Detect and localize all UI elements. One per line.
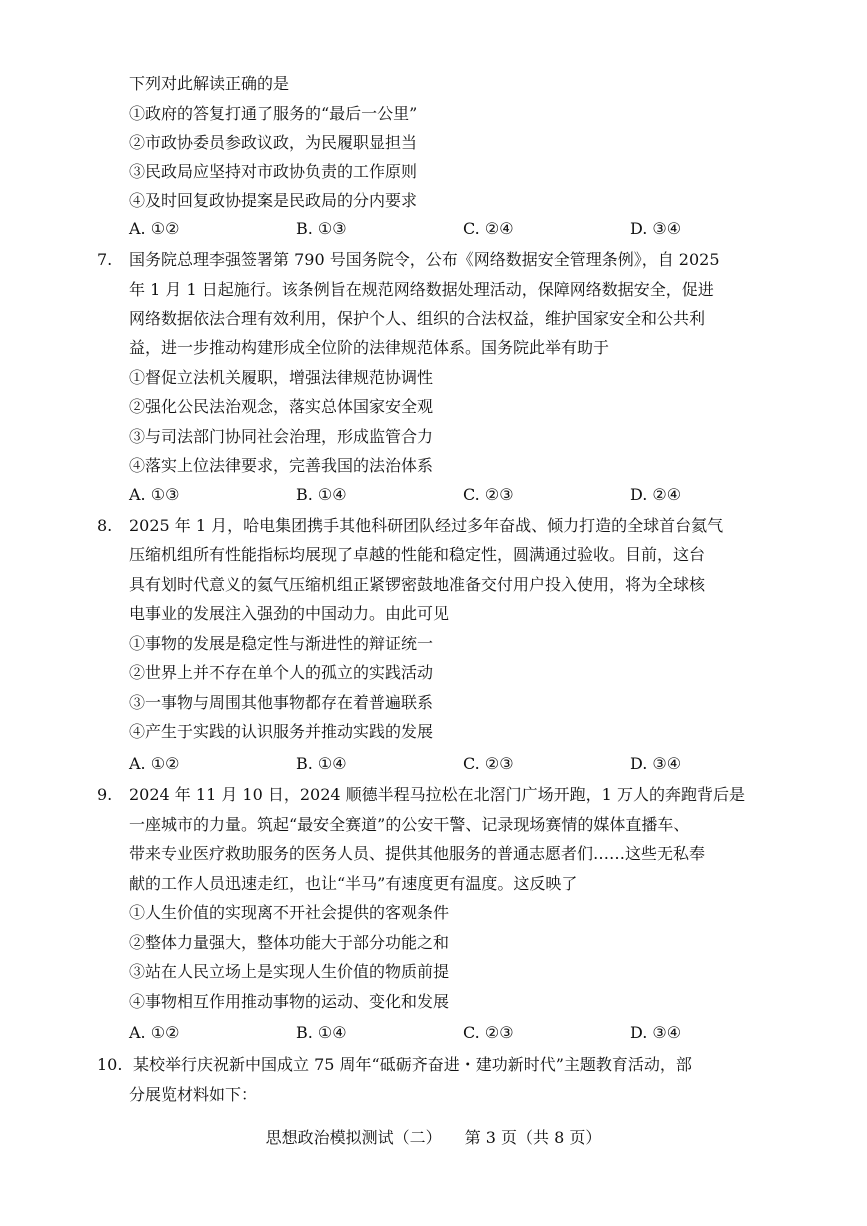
q9-option-a: A. ①②: [129, 1023, 180, 1042]
q9-option-c: C. ②③: [463, 1023, 514, 1042]
q9-option-b: B. ①④: [296, 1023, 347, 1042]
q9-item-3: ③站在人民立场上是实现人生价值的物质前提: [129, 962, 450, 981]
q7-stem-line-1: 国务院总理李强签署第 790 号国务院令，公布《网络数据安全管理条例》，自 2025: [129, 250, 720, 269]
q7-stem-line-2: 年 1 月 1 日起施行。该条例旨在规范网络数据处理活动，保障网络数据安全，促进: [129, 280, 714, 299]
q6-stem-end: 下列对此解读正确的是: [129, 74, 290, 93]
q9-stem-line-1: 2024 年 11 月 10 日，2024 顺德半程马拉松在北滘门广场开跑，1 万人的奔跑背后是: [129, 785, 745, 804]
q8-option-a: A. ①②: [129, 754, 180, 773]
q7-item-2: ②强化公民法治观念，落实总体国家安全观: [129, 397, 434, 416]
q7-item-4: ④落实上位法律要求，完善我国的法治体系: [129, 456, 434, 475]
footer-exam-title: 思想政治模拟测试（二）: [265, 1128, 442, 1147]
q8-number: 8.: [97, 516, 113, 535]
q8-stem-line-4: 电事业的发展注入强劲的中国动力。由此可见: [129, 604, 450, 623]
q6-item-1: ①政府的答复打通了服务的“最后一公里”: [129, 104, 418, 123]
q9-option-d: D. ③④: [630, 1023, 682, 1042]
q9-stem-line-2: 一座城市的力量。筑起“最安全赛道”的公安干警、记录现场赛情的媒体直播车、: [129, 815, 690, 834]
q8-stem-line-2: 压缩机组所有性能指标均展现了卓越的性能和稳定性，圆满通过验收。目前，这台: [129, 545, 706, 564]
q6-option-d: D. ③④: [630, 219, 682, 238]
q6-item-2: ②市政协委员参政议政，为民履职显担当: [129, 133, 418, 152]
q9-item-4: ④事物相互作用推动事物的运动、变化和发展: [129, 992, 450, 1011]
q9-item-1: ①人生价值的实现离不开社会提供的客观条件: [129, 903, 450, 922]
page-footer: [0, 1128, 867, 1148]
q6-option-b: B. ①③: [296, 219, 347, 238]
q9-number: 9.: [97, 785, 113, 804]
q10-stem-line-2: 分展览材料如下：: [129, 1085, 258, 1104]
q6-option-c: C. ②④: [463, 219, 514, 238]
q7-stem-line-4: 益，进一步推动构建形成全位阶的法律规范体系。国务院此举有助于: [129, 338, 610, 357]
q6-option-a: A. ①②: [129, 219, 180, 238]
q8-option-b: B. ①④: [296, 754, 347, 773]
q7-option-a: A. ①③: [129, 485, 180, 504]
q7-option-c: C. ②③: [463, 485, 514, 504]
q9-item-2: ②整体力量强大，整体功能大于部分功能之和: [129, 933, 450, 952]
q6-item-4: ④及时回复政协提案是民政局的分内要求: [129, 191, 418, 210]
q9-stem-line-4: 献的工作人员迅速走红，也让“半马”有速度更有温度。这反映了: [129, 874, 578, 893]
q7-stem-line-3: 网络数据依法合理有效利用，保护个人、组织的合法权益，维护国家安全和公共利: [129, 309, 706, 328]
q8-item-1: ①事物的发展是稳定性与渐进性的辩证统一: [129, 634, 434, 653]
q7-item-1: ①督促立法机关履职，增强法律规范协调性: [129, 368, 434, 387]
q7-option-b: B. ①④: [296, 485, 347, 504]
q7-item-3: ③与司法部门协同社会治理，形成监管合力: [129, 427, 434, 446]
footer-page-number: 第 3 页（共 8 页）: [464, 1128, 602, 1147]
q8-option-d: D. ③④: [630, 754, 682, 773]
q8-stem-line-1: 2025 年 1 月，哈电集团携手其他科研团队经过多年奋战、倾力打造的全球首台氦气: [129, 516, 724, 535]
q8-option-c: C. ②③: [463, 754, 514, 773]
q8-item-4: ④产生于实践的认识服务并推动实践的发展: [129, 722, 434, 741]
q8-item-3: ③一事物与周围其他事物都存在着普遍联系: [129, 693, 434, 712]
q8-item-2: ②世界上并不存在单个人的孤立的实践活动: [129, 663, 434, 682]
q10-stem-line-1: 某校举行庆祝新中国成立 75 周年“砥砺齐奋进・建功新时代”主题教育活动，部: [133, 1055, 692, 1074]
q10-number: 10.: [97, 1055, 123, 1074]
q7-option-d: D. ②④: [630, 485, 682, 504]
q6-item-3: ③民政局应坚持对市政协负责的工作原则: [129, 162, 418, 181]
q7-number: 7.: [97, 250, 113, 269]
q8-stem-line-3: 具有划时代意义的氦气压缩机组正紧锣密鼓地准备交付用户投入使用，将为全球核: [129, 575, 706, 594]
q9-stem-line-3: 带来专业医疗救助服务的医务人员、提供其他服务的普通志愿者们……这些无私奉: [129, 844, 706, 863]
